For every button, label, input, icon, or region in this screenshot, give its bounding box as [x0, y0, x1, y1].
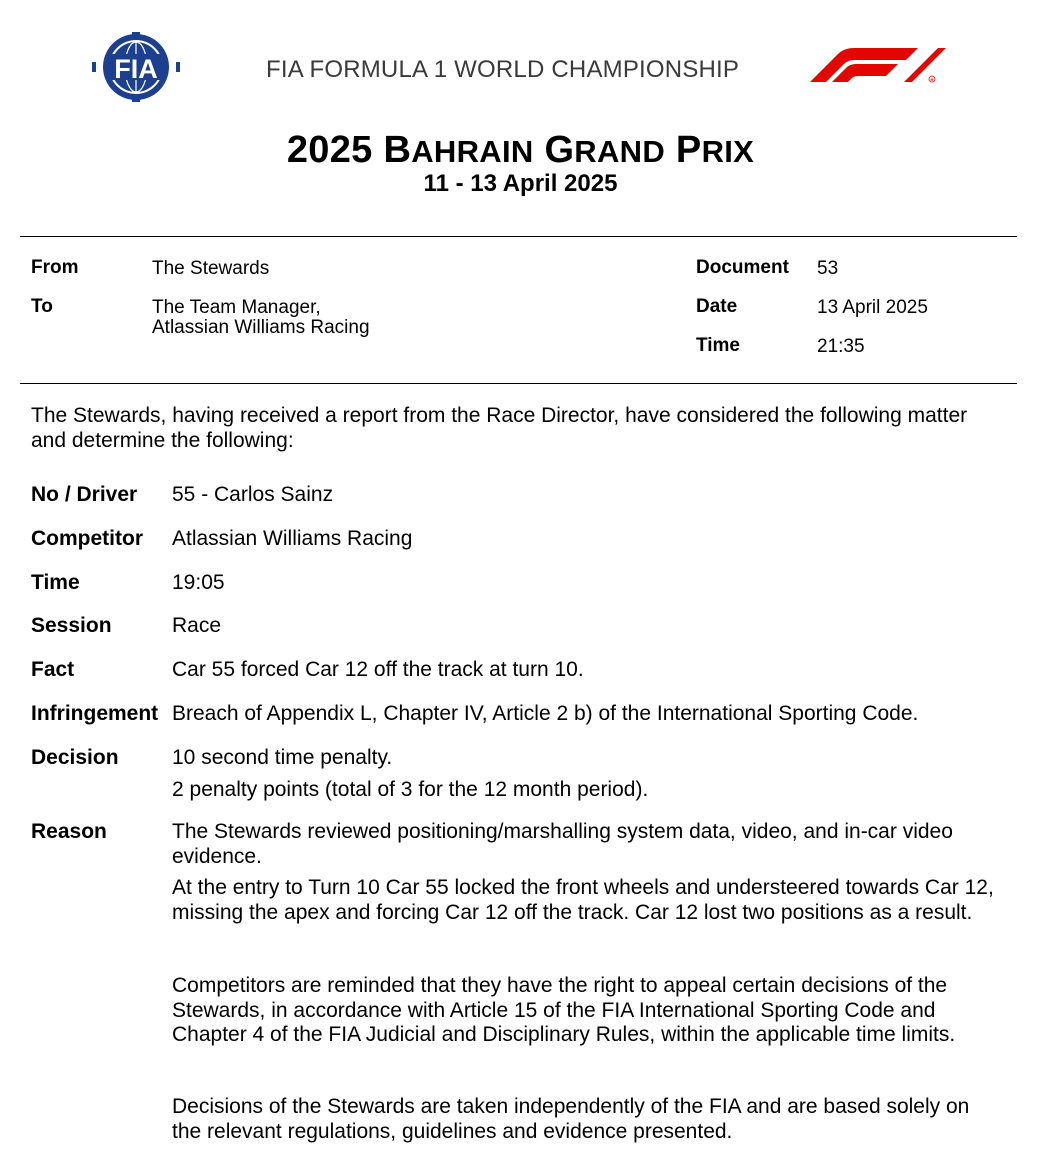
title-year: 2025: [286, 129, 373, 171]
f1-logo: [806, 46, 948, 86]
title-word-3: PRIX: [675, 129, 755, 171]
time-value: 21:35: [817, 336, 865, 357]
meta-divider: [20, 383, 1017, 384]
infringement-label: Infringement: [31, 702, 159, 725]
top-divider: [20, 236, 1017, 237]
incident-time-label: Time: [31, 571, 80, 594]
svg-text:R: R: [930, 77, 934, 82]
time-label: Time: [696, 335, 741, 356]
decision-label: Decision: [31, 746, 119, 769]
document-label: Document: [696, 257, 789, 278]
intro-text: The Stewards, having received a report from the Race Director, have considered the following matter and determine the following:: [31, 404, 968, 452]
appeal-notice: Competitors are reminded that they have the right to appeal certain decisions of the Stewards, in accordance with Article 15 of the FIA International Sporting Code and Chapter 4 of the FIA Judicial and Disciplinary Rules, within the applicable time limits.: [172, 974, 956, 1046]
incident-time-value: 19:05: [172, 571, 225, 594]
date-label: Date: [696, 296, 738, 317]
reason-paragraph-2: At the entry to Turn 10 Car 55 locked the front wheels and understeered towards Car 12, missing the apex and forcing Car 12 off the track. Car 12 lost two positions as a result.: [172, 876, 994, 924]
fia-logo: [88, 32, 184, 102]
session-label: Session: [31, 614, 112, 637]
championship-title: FIA FORMULA 1 WORLD CHAMPIONSHIP: [266, 56, 740, 83]
title-word-1: BAHRAIN: [383, 129, 534, 171]
reason-label: Reason: [31, 820, 107, 843]
to-value-line2: Atlassian Williams Racing: [152, 317, 370, 338]
event-dates: 11 - 13 April 2025: [423, 170, 618, 197]
reason-paragraph-1: The Stewards reviewed positioning/marshalling system data, video, and in-car video evidence.: [172, 820, 953, 868]
driver-label: No / Driver: [31, 483, 138, 506]
fact-label: Fact: [31, 658, 75, 681]
from-label: From: [31, 257, 79, 278]
to-label: To: [31, 296, 53, 317]
document-value: 53: [817, 258, 839, 279]
decision-line-1: 10 second time penalty.: [172, 746, 393, 769]
competitor-value: Atlassian Williams Racing: [172, 527, 413, 550]
date-value: 13 April 2025: [817, 297, 928, 318]
document-title: [0, 128, 1041, 174]
infringement-value: Breach of Appendix L, Chapter IV, Article 2 b) of the International Sporting Code.: [172, 702, 919, 725]
independence-notice: Decisions of the Stewards are taken independently of the FIA and are based solely on the relevant regulations, guidelines and evidence presented.: [172, 1095, 970, 1143]
from-value: The Stewards: [152, 258, 270, 279]
to-value-line1: The Team Manager,: [152, 297, 321, 318]
decision-line-2: 2 penalty points (total of 3 for the 12 month period).: [172, 778, 649, 801]
title-word-2: GRAND: [544, 129, 666, 171]
svg-text:FIA: FIA: [114, 54, 158, 84]
fact-value: Car 55 forced Car 12 off the track at turn 10.: [172, 658, 584, 681]
driver-value: 55 - Carlos Sainz: [172, 483, 334, 506]
session-value: Race: [172, 614, 222, 637]
competitor-label: Competitor: [31, 527, 143, 550]
